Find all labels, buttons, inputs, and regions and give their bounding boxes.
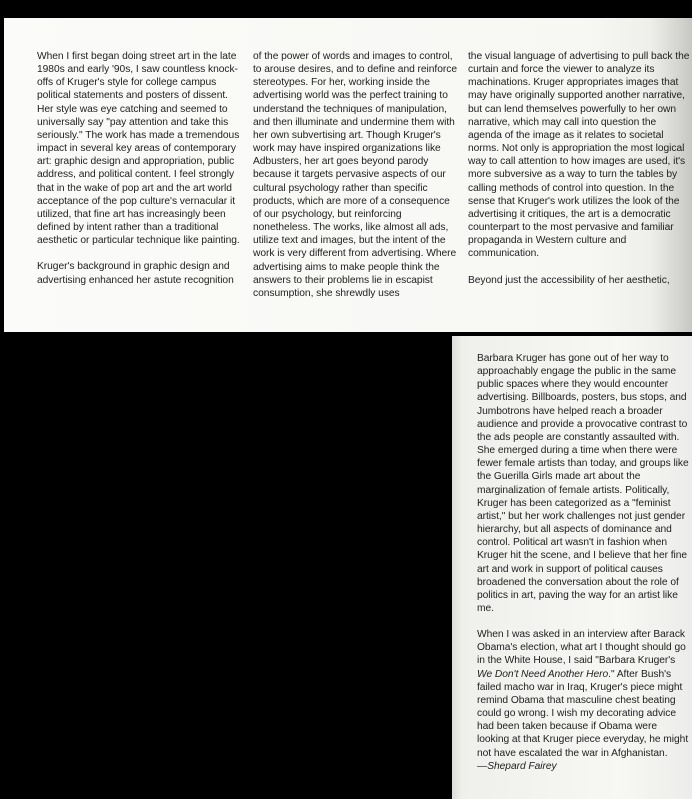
author-signature: —Shepard Fairey — [477, 760, 557, 772]
paragraph-text: ." After Bush's failed macho war in Iraq, Kruger's piece might remind Obama that masculine chest beating could go wrong. I wish my decorating advice had been taken because if Obama were looking at that Kruger piece everyday, he might not have escalated the war in Afghanistan. — [477, 668, 689, 759]
text-column-1 — [37, 50, 244, 287]
text-column-3 — [468, 50, 690, 287]
text-column-4 — [477, 352, 689, 773]
paragraph: When I first began doing street art in the late 1980s and early '90s, I saw countless knock-offs of Kruger's style for college campus political statements and posters of dissent. Her style was eye catching and seemed to universally say "pay attention and take this seriously." The work has made a tremendous impact in several key areas of contemporary art: graphic design and appropriation, public address, and political content. I feel strongly that in the wake of pop art and the art world acceptance of the pop culture's vernacular it utilized, that fine art has increasingly been defined by intent rather than a traditional aesthetic or particular technique like painting. — [37, 51, 240, 247]
paragraph: Barbara Kruger has gone out of her way to approachably engage the public in the same public spaces where they would encounter advertising. Billboards, posters, bus stops, and Jumbotrons have helped reach a broader audience and provide a provocative contrast to the ads people are constantly assaulted with. She emerged during a time when there were fewer female artists than today, and groups like the Guerilla Girls made art about the marginalization of female artists. Politically, Kruger has been categorized as a "feminist artist," but her work challenges not just gender hierarchy, but all aspects of dominance and control. Political art wasn't in fashion when Kruger hit the scene, and I believe that her fine art and work in support of political causes broadened the conversation about the role of politics in art, paving the way for an artist like me. — [477, 353, 689, 614]
paragraph: the visual language of advertising to pull back the curtain and force the viewer to analyze its machinations. Kruger appropriates images that may have originally supported another narrative, but can lend themselves powerfully to her own narrative, which may call into question the agenda of the image as it relates to societal norms. Not only is appropriation the most logical way to call attention to how images are used, it's more subversive as a way to turn the tables by calling methods of control into question. In the sense that Kruger's work utilizes the look of the advertising it critiques, the art is a democratic counterpart to the most pervasive and familiar propaganda in Western culture and communication. — [468, 51, 690, 260]
paragraph: of the power of words and images to control, to arouse desires, and to define and reinforce stereotypes. For her, working inside the advertising world was the perfect training to understand the techniques of manipulation, and then illuminate and undermine them with her own subvertising art. Though Kruger's work may have inspired organizations like Adbusters, her art goes beyond parody because it targets pervasive aspects of our cultural psychology rather than specific products, which are more of a consequence of our psychology, but reinforcing nonetheless. The works, like almost all ads, utilize text and images, but the intent of the work is very different from advertising. Where advertising aims to make people think the answers to their problems lie in escapist consumption, she shrewdly uses — [253, 51, 457, 299]
paragraph: Kruger's background in graphic design and advertising enhanced her astute recognition — [37, 261, 234, 286]
paragraph — [477, 628, 689, 773]
text-column-2 — [253, 50, 461, 300]
paragraph: Beyond just the accessibility of her aesthetic, — [468, 274, 670, 286]
paragraph-text: When I was asked in an interview after Barack Obama's election, what art I thought should go in the White House, I said "Barbara Kruger's — [477, 629, 686, 667]
artwork-title: We Don't Need Another Hero — [477, 668, 609, 680]
